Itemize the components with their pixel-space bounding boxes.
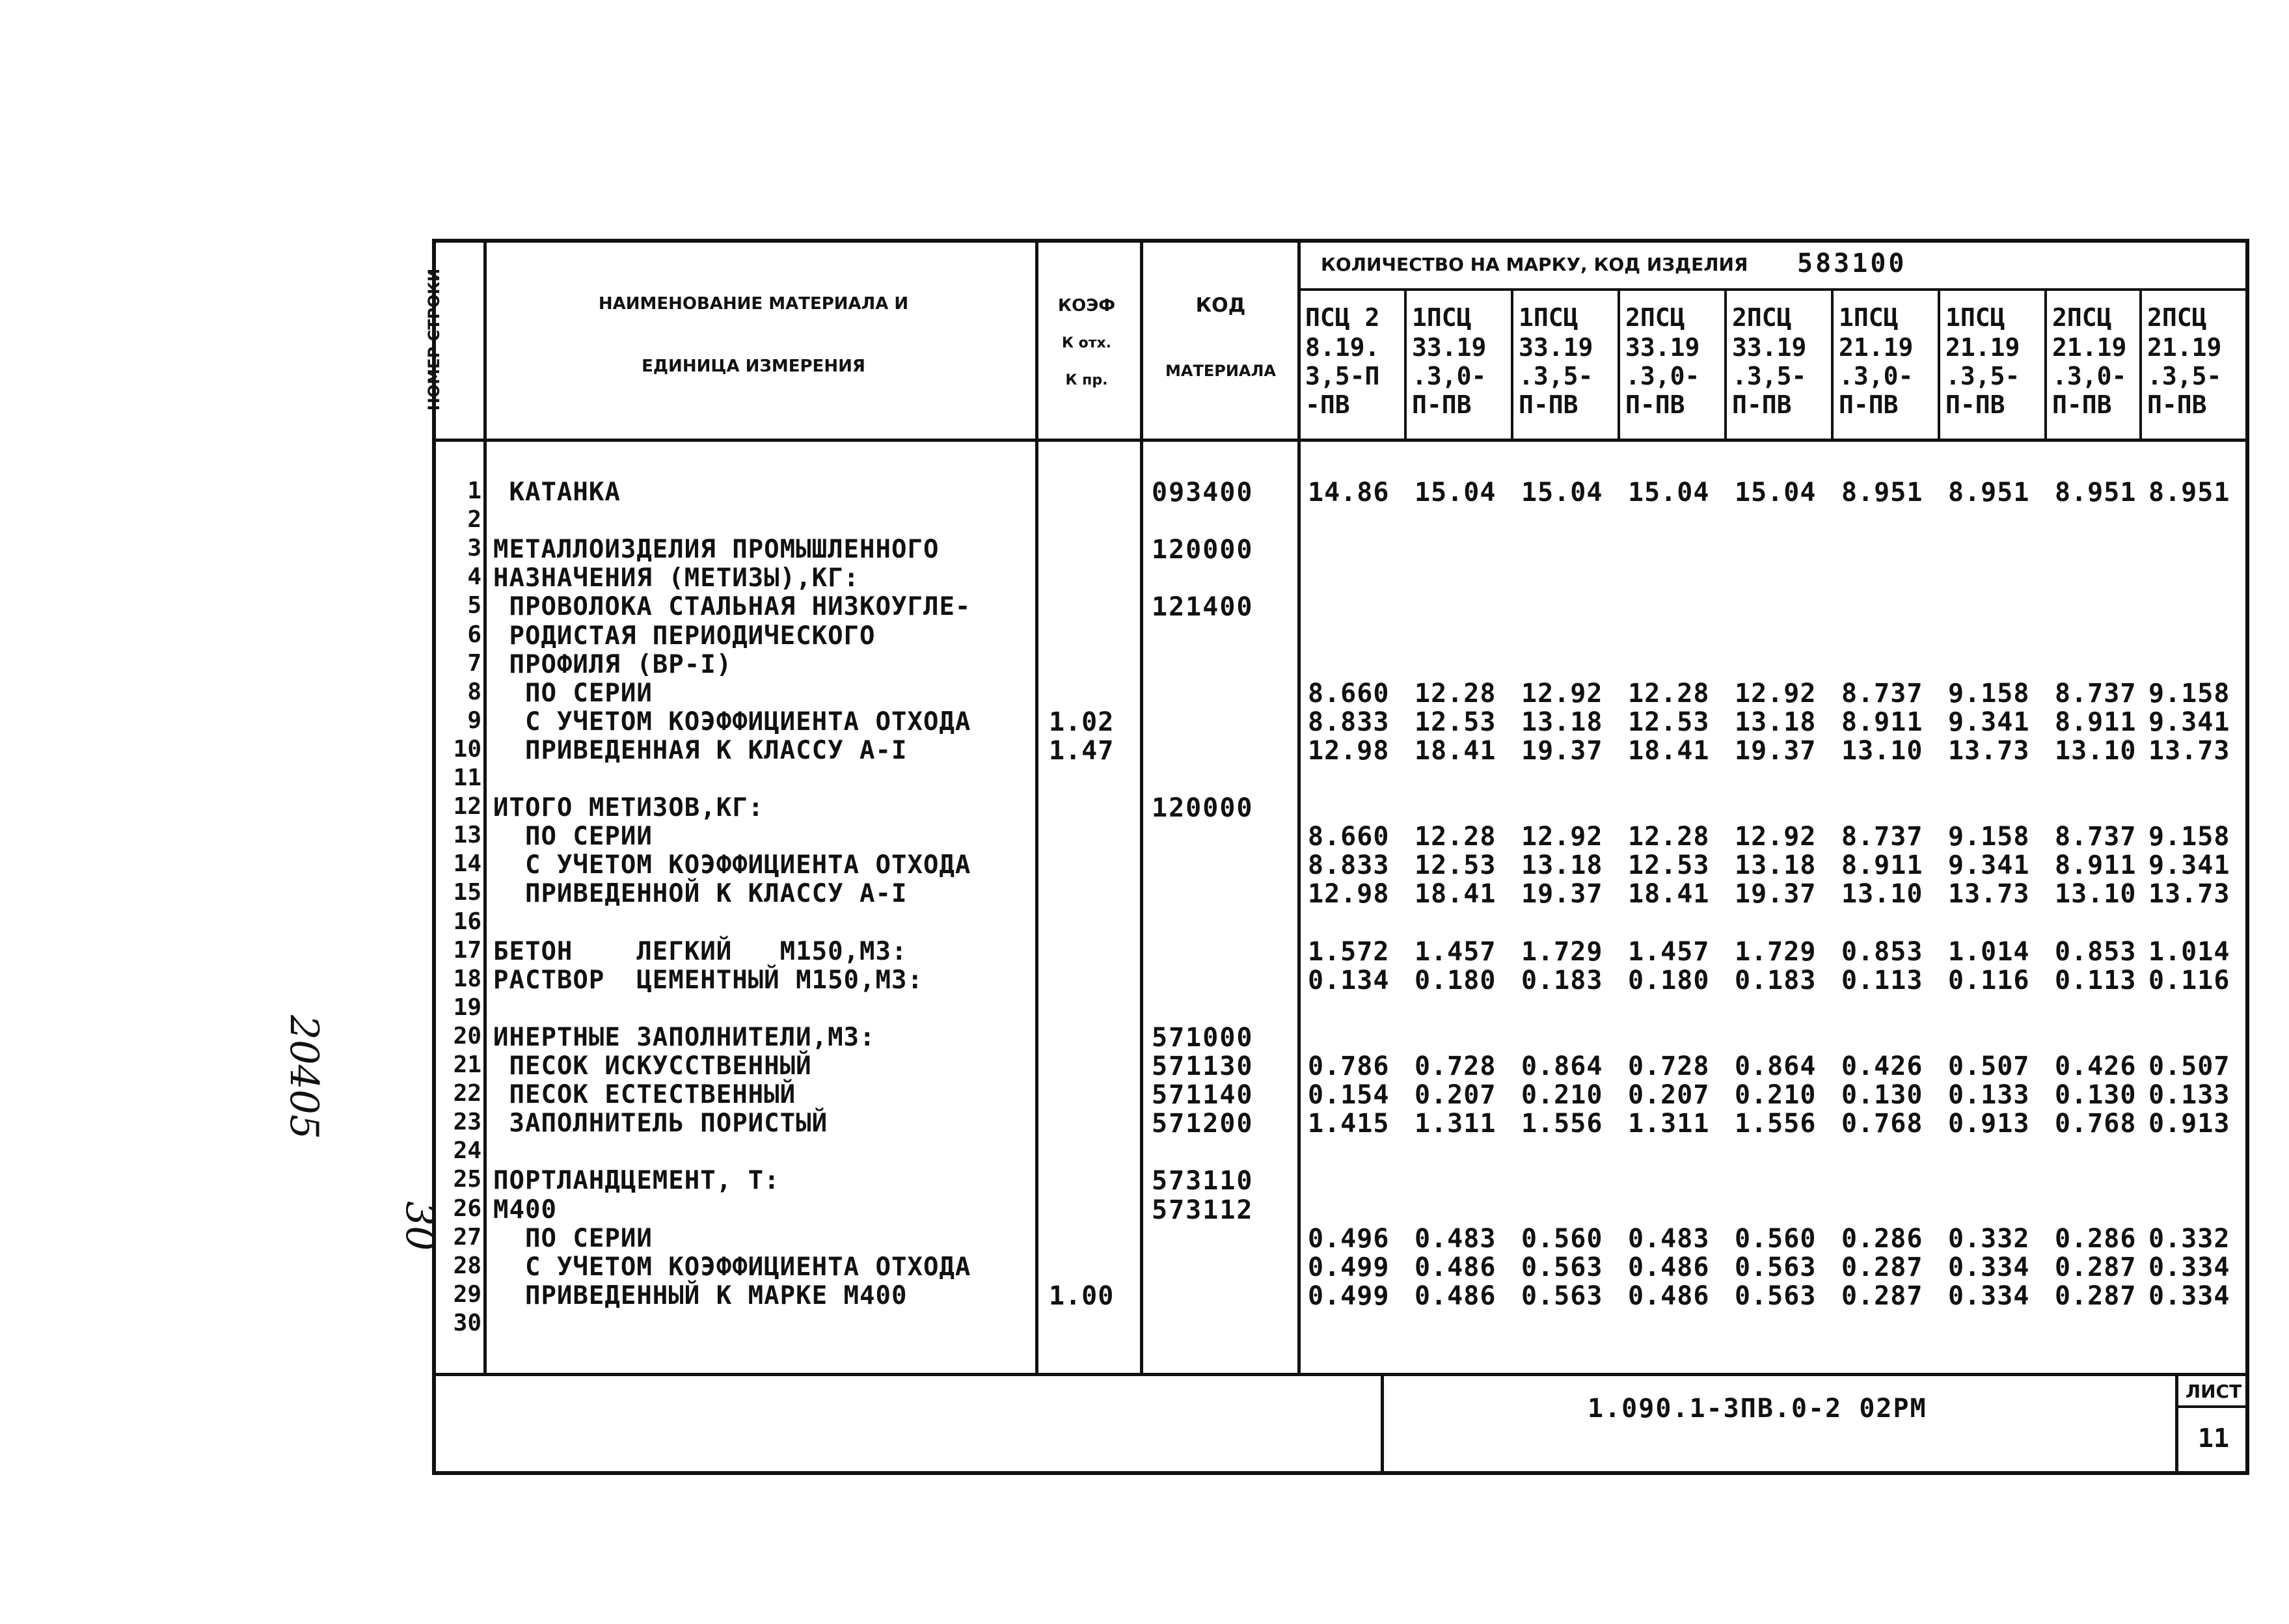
material-name: ИТОГО МЕТИЗОВ,КГ: (493, 793, 765, 822)
quantity-value: 0.287 (2055, 1281, 2137, 1311)
quantity-value: 19.37 (1521, 736, 1603, 766)
quantity-value: 14.86 (1308, 478, 1390, 508)
quantity-value: 1.556 (1735, 1109, 1817, 1139)
quantity-value: 18.41 (1415, 736, 1497, 766)
quantity-value: 1.457 (1415, 937, 1497, 967)
quantity-value: 0.563 (1735, 1252, 1817, 1282)
product-column-header-line: .3,5- (1732, 362, 1807, 390)
quantity-value: 0.287 (1841, 1252, 1923, 1282)
code-header-line2: МАТЕРИАЛА (1165, 362, 1276, 380)
material-name: ПРИВЕДЕННОЙ К КЛАССУ А-I (493, 879, 908, 908)
quantity-value: 0.913 (2148, 1109, 2230, 1139)
material-name: МЕТАЛЛОИЗДЕЛИЯ ПРОМЫШЛЕННОГО (493, 535, 940, 564)
frame-right (2245, 239, 2249, 1475)
quantity-value: 0.286 (1841, 1224, 1923, 1254)
row-number: 15 (453, 879, 481, 906)
sub-col-line (1831, 288, 1834, 440)
quantity-value: 0.332 (2148, 1224, 2230, 1254)
quantity-value: 0.183 (1735, 966, 1817, 995)
col-line-name (1035, 239, 1038, 1376)
material-code: 120000 (1152, 535, 1254, 565)
row-number: 14 (453, 850, 481, 877)
quantity-value: 1.311 (1628, 1109, 1710, 1139)
material-code: 571140 (1152, 1080, 1254, 1110)
quantity-value: 0.134 (1308, 966, 1390, 995)
quantity-value: 0.426 (1841, 1051, 1923, 1081)
material-code: 121400 (1152, 592, 1254, 622)
quantity-value: 0.563 (1735, 1281, 1817, 1311)
product-column-header-line: 33.19 (1625, 333, 1700, 362)
product-code: 583100 (1797, 249, 1907, 278)
document-code: 1.090.1-3ПВ.0-2 02РМ (1588, 1394, 1927, 1424)
quantity-value: 8.951 (1841, 478, 1923, 508)
material-name: ПО СЕРИИ (493, 822, 653, 851)
quantity-value: 18.41 (1628, 736, 1710, 766)
quantity-value: 8.911 (2055, 707, 2137, 737)
quantity-value: 0.864 (1735, 1051, 1817, 1081)
product-column-header-line: .3,0- (1625, 362, 1700, 390)
quantity-value: 1.415 (1308, 1109, 1390, 1139)
material-code: 120000 (1152, 793, 1254, 823)
row-number: 27 (453, 1224, 481, 1251)
quantity-value: 19.37 (1735, 879, 1817, 909)
quantity-value: 15.04 (1415, 478, 1497, 508)
quantity-value: 0.768 (1841, 1109, 1923, 1139)
product-column-header-line: П-ПВ (2147, 390, 2207, 419)
sheet-box-divider (2175, 1405, 2249, 1408)
quantity-value: 0.210 (1735, 1080, 1817, 1110)
quantity-value: 8.911 (1841, 707, 1923, 737)
quantity-value: 0.563 (1521, 1281, 1603, 1311)
quantity-value: 0.154 (1308, 1080, 1390, 1110)
quantity-value: 0.180 (1628, 966, 1710, 995)
product-column-header-line: .3,0- (1412, 362, 1487, 390)
product-column-header-line: 2ПСЦ (2052, 303, 2112, 332)
product-column-header-line: -ПВ (1305, 390, 1350, 419)
product-column-header-line: 2ПСЦ (1625, 303, 1685, 332)
quantity-value: 8.660 (1308, 679, 1390, 709)
quantity-value: 1.729 (1521, 937, 1603, 967)
material-name: ПРОФИЛЯ (ВР-I) (493, 650, 733, 679)
quantity-value: 13.10 (1841, 879, 1923, 909)
row-number: 25 (453, 1166, 481, 1193)
quantity-value: 12.28 (1415, 822, 1497, 852)
quantity-value: 0.180 (1415, 966, 1497, 995)
sheet-box-left (2175, 1373, 2178, 1475)
quantity-value: 13.10 (2055, 736, 2137, 766)
quantity-value: 9.158 (2148, 679, 2230, 709)
material-name: С УЧЕТОМ КОЭФФИЦИЕНТА ОТХОДА (493, 1252, 971, 1282)
quantity-value: 0.116 (2148, 966, 2230, 995)
row-number: 30 (453, 1310, 481, 1336)
quantity-value: 0.728 (1415, 1051, 1497, 1081)
material-name: БЕТОН ЛЕГКИЙ М150,М3: (493, 937, 908, 966)
product-column-header-line: П-ПВ (1732, 390, 1792, 419)
quantity-value: 15.04 (1735, 478, 1817, 508)
quantity-value: 0.116 (1948, 966, 2030, 995)
quantity-value: 12.53 (1628, 850, 1710, 880)
quantity-value: 0.486 (1415, 1281, 1497, 1311)
sub-col-line (1618, 288, 1620, 440)
quantity-value: 12.98 (1308, 879, 1390, 909)
product-column-header-line: 21.19 (1945, 333, 2020, 362)
quantity-value: 12.53 (1628, 707, 1710, 737)
product-column-header-line: П-ПВ (1839, 390, 1899, 419)
material-name-header-line2: ЕДИНИЦА ИЗМЕРЕНИЯ (642, 357, 865, 376)
row-number: 26 (453, 1195, 481, 1222)
quantity-value: 9.341 (2148, 850, 2230, 880)
quantity-value: 8.660 (1308, 822, 1390, 852)
quantity-value: 0.113 (2055, 966, 2137, 995)
quantity-value: 8.737 (2055, 679, 2137, 709)
quantity-header-label: КОЛИЧЕСТВО НА МАРКУ, КОД ИЗДЕЛИЯ (1321, 254, 1748, 275)
row-number: 9 (467, 707, 481, 734)
quantity-value: 0.133 (1948, 1080, 2030, 1110)
quantity-value: 13.73 (1948, 879, 2030, 909)
quantity-value: 9.158 (1948, 679, 2030, 709)
quantity-value: 12.28 (1628, 822, 1710, 852)
quantity-value: 0.486 (1628, 1252, 1710, 1282)
quantity-value: 0.287 (2055, 1252, 2137, 1282)
quantity-value: 0.130 (2055, 1080, 2137, 1110)
product-column-header-line: П-ПВ (1945, 390, 2005, 419)
quantity-value: 19.37 (1735, 736, 1817, 766)
material-code: 571130 (1152, 1051, 1254, 1081)
row-number: 20 (453, 1023, 481, 1049)
product-column-header-line: 8.19. (1305, 333, 1380, 362)
quantity-value: 0.853 (2055, 937, 2137, 967)
material-code: 573110 (1152, 1166, 1254, 1196)
quantity-value: 0.507 (1948, 1051, 2030, 1081)
quantity-value: 8.951 (2055, 478, 2137, 508)
row-number: 11 (453, 765, 481, 791)
quantity-value: 0.207 (1628, 1080, 1710, 1110)
row-number: 12 (453, 793, 481, 820)
product-column-header-line: 2ПСЦ (1732, 303, 1792, 332)
quantity-value: 0.426 (2055, 1051, 2137, 1081)
coefficient-value: 1.00 (1049, 1281, 1115, 1311)
quantity-value: 1.729 (1735, 937, 1817, 967)
quantity-value: 8.833 (1308, 850, 1390, 880)
row-number: 6 (467, 621, 481, 648)
coefficient-value: 1.47 (1049, 736, 1115, 766)
quantity-value: 13.73 (2148, 736, 2230, 766)
product-column-header-line: ПСЦ 2 (1305, 303, 1380, 332)
material-code: 571000 (1152, 1023, 1254, 1053)
product-column-header-line: 1ПСЦ (1839, 303, 1899, 332)
quantity-value: 0.483 (1415, 1224, 1497, 1254)
material-name: ПОРТЛАНДЦЕМЕНТ, Т: (493, 1166, 780, 1195)
quantity-value: 8.951 (2148, 478, 2230, 508)
material-code: 573112 (1152, 1195, 1254, 1225)
row-number: 21 (453, 1051, 481, 1078)
quantity-value: 0.287 (1841, 1281, 1923, 1311)
sub-col-line (1724, 288, 1727, 440)
quantity-value: 0.130 (1841, 1080, 1923, 1110)
row-number: 28 (453, 1252, 481, 1279)
quantity-value: 18.41 (1415, 879, 1497, 909)
quantity-value: 9.341 (1948, 707, 2030, 737)
quantity-value: 0.334 (2148, 1252, 2230, 1282)
header-bottom-line (432, 439, 2249, 442)
row-number: 3 (467, 535, 481, 562)
quantity-value: 15.04 (1521, 478, 1603, 508)
material-name: НАЗНАЧЕНИЯ (МЕТИЗЫ),КГ: (493, 563, 860, 593)
quantity-value: 0.334 (1948, 1252, 2030, 1282)
quantity-value: 0.853 (1841, 937, 1923, 967)
coef-header-line3: К пр. (1065, 372, 1108, 388)
row-number: 8 (467, 679, 481, 705)
product-column-header-line: 1ПСЦ (1945, 303, 2005, 332)
quantity-value: 0.334 (2148, 1281, 2230, 1311)
quantity-value: 8.737 (2055, 822, 2137, 852)
material-code: 571200 (1152, 1109, 1254, 1139)
code-header-line1: КОД (1195, 294, 1246, 317)
material-name: М400 (493, 1195, 557, 1225)
quantity-value: 19.37 (1521, 879, 1603, 909)
product-column-header-line: 33.19 (1412, 333, 1487, 362)
row-number: 16 (453, 908, 481, 935)
quantity-value: 0.768 (2055, 1109, 2137, 1139)
row-number: 5 (467, 592, 481, 619)
product-column-header-line: 2ПСЦ (2147, 303, 2207, 332)
coefficient-value: 1.02 (1049, 707, 1115, 737)
quantity-value: 0.563 (1521, 1252, 1603, 1282)
quantity-value: 0.486 (1628, 1281, 1710, 1311)
material-name: ПЕСОК ЕСТЕСТВЕННЫЙ (493, 1080, 796, 1109)
row-number: 18 (453, 966, 481, 992)
quantity-value: 0.210 (1521, 1080, 1603, 1110)
quantity-value: 1.311 (1415, 1109, 1497, 1139)
sub-col-line (2044, 288, 2047, 440)
footer-divider (1381, 1373, 1384, 1475)
product-column-header-line: П-ПВ (2052, 390, 2112, 419)
quantity-value: 12.53 (1415, 707, 1497, 737)
material-name: РОДИСТАЯ ПЕРИОДИЧЕСКОГО (493, 621, 876, 651)
quantity-value: 0.133 (2148, 1080, 2230, 1110)
quantity-value: 0.499 (1308, 1281, 1390, 1311)
sub-col-line (2139, 288, 2142, 440)
quantity-value: 1.457 (1628, 937, 1710, 967)
frame-bottom (432, 1471, 2249, 1475)
quantity-value: 8.737 (1841, 679, 1923, 709)
quantity-value: 13.18 (1521, 707, 1603, 737)
product-column-header-line: П-ПВ (1519, 390, 1578, 419)
product-column-header-line: .3,5- (1519, 362, 1593, 390)
material-name: ЗАПОЛНИТЕЛЬ ПОРИСТЫЙ (493, 1109, 828, 1138)
row-number: 10 (453, 736, 481, 763)
material-name: ПО СЕРИИ (493, 679, 653, 708)
quantity-value: 13.18 (1735, 707, 1817, 737)
row-number: 4 (467, 563, 481, 590)
quantity-value: 13.73 (2148, 879, 2230, 909)
quantity-value: 13.18 (1735, 850, 1817, 880)
quantity-value: 0.913 (1948, 1109, 2030, 1139)
quantity-value: 0.334 (1948, 1281, 2030, 1311)
quantity-label-line (1297, 288, 2249, 291)
sheet-label: ЛИСТ (2185, 1381, 2242, 1402)
product-column-header-line: 33.19 (1519, 333, 1593, 362)
quantity-value: 12.28 (1628, 679, 1710, 709)
material-name: С УЧЕТОМ КОЭФФИЦИЕНТА ОТХОДА (493, 850, 971, 880)
quantity-value: 8.951 (1948, 478, 2030, 508)
product-column-header-line: П-ПВ (1625, 390, 1685, 419)
quantity-value: 0.113 (1841, 966, 1923, 995)
row-number: 24 (453, 1137, 481, 1164)
sub-col-line (1511, 288, 1513, 440)
material-name: РАСТВОР ЦЕМЕНТНЫЙ М150,М3: (493, 966, 923, 995)
quantity-value: 12.92 (1521, 679, 1603, 709)
quantity-value: 9.158 (1948, 822, 2030, 852)
quantity-value: 8.911 (1841, 850, 1923, 880)
product-column-header-line: 21.19 (2052, 333, 2127, 362)
quantity-value: 9.158 (2148, 822, 2230, 852)
quantity-value: 0.486 (1415, 1252, 1497, 1282)
quantity-value: 8.737 (1841, 822, 1923, 852)
quantity-value: 1.014 (1948, 937, 2030, 967)
sub-col-line (1938, 288, 1940, 440)
row-number: 22 (453, 1080, 481, 1107)
quantity-value: 13.10 (2055, 879, 2137, 909)
material-name: ПРИВЕДЕННЫЙ К МАРКЕ М400 (493, 1281, 908, 1310)
quantity-value: 0.560 (1735, 1224, 1817, 1254)
quantity-value: 0.496 (1308, 1224, 1390, 1254)
quantity-value: 13.18 (1521, 850, 1603, 880)
quantity-value: 13.73 (1948, 736, 2030, 766)
row-number: 17 (453, 937, 481, 964)
product-column-header-line: 21.19 (1839, 333, 1914, 362)
material-name: С УЧЕТОМ КОЭФФИЦИЕНТА ОТХОДА (493, 707, 971, 737)
quantity-value: 12.92 (1735, 822, 1817, 852)
product-column-header-line: П-ПВ (1412, 390, 1472, 419)
frame-top (432, 239, 2249, 243)
row-number: 7 (467, 650, 481, 677)
quantity-value: 18.41 (1628, 879, 1710, 909)
col-line-coef (1140, 239, 1143, 1376)
quantity-value: 12.53 (1415, 850, 1497, 880)
quantity-value: 0.560 (1521, 1224, 1603, 1254)
material-name: ПЕСОК ИСКУССТВЕННЫЙ (493, 1051, 812, 1081)
product-column-header-line: 33.19 (1732, 333, 1807, 362)
coef-header-line1: КОЭФ (1057, 296, 1116, 316)
quantity-value: 0.864 (1521, 1051, 1603, 1081)
sheet-number: 11 (2197, 1424, 2230, 1454)
material-name: КАТАНКА (493, 478, 621, 507)
quantity-value: 12.92 (1735, 679, 1817, 709)
material-name: ИНЕРТНЫЕ ЗАПОЛНИТЕЛИ,М3: (493, 1023, 876, 1052)
material-name: ПРОВОЛОКА СТАЛЬНАЯ НИЗКОУГЛЕ- (493, 592, 971, 621)
quantity-value: 9.341 (1948, 850, 2030, 880)
product-column-header-line: .3,0- (1839, 362, 1914, 390)
quantity-value: 0.499 (1308, 1252, 1390, 1282)
quantity-value: 0.286 (2055, 1224, 2137, 1254)
quantity-value: 1.572 (1308, 937, 1390, 967)
quantity-value: 0.483 (1628, 1224, 1710, 1254)
quantity-value: 12.98 (1308, 736, 1390, 766)
handwritten-page: 30 (397, 1201, 442, 1251)
quantity-value: 0.507 (2148, 1051, 2230, 1081)
quantity-value: 12.28 (1415, 679, 1497, 709)
row-number: 13 (453, 822, 481, 848)
quantity-value: 1.556 (1521, 1109, 1603, 1139)
product-column-header-line: .3,5- (1945, 362, 2020, 390)
row-number: 19 (453, 994, 481, 1021)
quantity-value: 13.10 (1841, 736, 1923, 766)
quantity-value: 15.04 (1628, 478, 1710, 508)
material-name-header-line1: НАИМЕНОВАНИЕ МАТЕРИАЛА И (598, 294, 909, 314)
product-column-header-line: 21.19 (2147, 333, 2222, 362)
coef-header-line2: К отх. (1061, 335, 1112, 351)
product-column-header-line: 1ПСЦ (1412, 303, 1472, 332)
product-column-header-line: 3,5-П (1305, 362, 1380, 390)
quantity-value: 0.207 (1415, 1080, 1497, 1110)
row-number: 29 (453, 1281, 481, 1308)
product-column-header-line: .3,0- (2052, 362, 2127, 390)
quantity-value: 0.728 (1628, 1051, 1710, 1081)
quantity-value: 12.92 (1521, 822, 1603, 852)
row-number-header: НОМЕР СТРОКИ (425, 268, 443, 411)
quantity-value: 0.332 (1948, 1224, 2030, 1254)
footer-top-line (432, 1373, 2249, 1376)
material-name: ПО СЕРИИ (493, 1224, 653, 1253)
material-name: ПРИВЕДЕННАЯ К КЛАССУ А-I (493, 736, 908, 765)
quantity-value: 0.786 (1308, 1051, 1390, 1081)
row-number: 2 (467, 506, 481, 533)
quantity-value: 8.833 (1308, 707, 1390, 737)
quantity-value: 1.014 (2148, 937, 2230, 967)
product-column-header-line: .3,5- (2147, 362, 2222, 390)
handwritten-number: 20405 (281, 1015, 327, 1139)
col-line-rownum (483, 239, 487, 1376)
col-line-code (1297, 239, 1301, 1376)
quantity-value: 8.911 (2055, 850, 2137, 880)
product-column-header-line: 1ПСЦ (1519, 303, 1578, 332)
material-code: 093400 (1152, 478, 1254, 508)
quantity-value: 0.183 (1521, 966, 1603, 995)
quantity-value: 9.341 (2148, 707, 2230, 737)
sub-col-line (1404, 288, 1407, 440)
row-number: 1 (467, 478, 481, 504)
row-number: 23 (453, 1109, 481, 1135)
